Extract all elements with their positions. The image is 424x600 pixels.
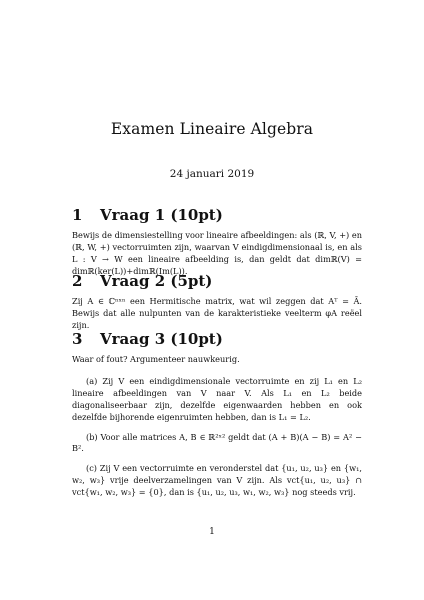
question-intro: Waar of fout? Argumenteer nauwkeurig. bbox=[72, 354, 240, 364]
section-title: Vraag 1 (10pt) bbox=[100, 206, 223, 224]
document-date: 24 januari 2019 bbox=[169, 168, 255, 180]
section-question-1 bbox=[72, 206, 362, 278]
section-heading bbox=[72, 330, 362, 348]
page-number: 1 bbox=[209, 527, 215, 537]
section-number: 1 bbox=[72, 206, 83, 224]
section-title: Vraag 2 (5pt) bbox=[100, 272, 213, 290]
question-item-c: (c) Zij V een vectorruimte en veronderstel dat {u₁, u₂, u₃} en {w₁, w₂, w₃} vrije deelverzamelingen van V zijn. Als vct{u₁, u₂, u₃} ∩ vct{w₁, w₂, w₃} = {0}, dan is {u₁, u₂, u₃, w₁, w₂, w₃} nog steeds vrij. bbox=[72, 463, 362, 498]
section-title: Vraag 3 (10pt) bbox=[100, 330, 223, 348]
question-text: Bewijs de dimensiestelling voor lineaire afbeeldingen: als (ℝ, V, +) en (ℝ, W, +) vectorruimten zijn, waarvan V eindigdimensionaal is, en als L : V → W een lineaire afbeelding is, dan geldt dat dimℝ(V) = dimℝ(ker(L))+dimℝ(Im(L)). bbox=[72, 230, 362, 276]
question-text: Zij A ∈ ℂⁿˣⁿ een Hermitische matrix, wat wil zeggen dat Aᵀ = Ā. Bewijs dat alle nulpunten van de karakteristieke veelterm φA reëel zijn. bbox=[72, 296, 362, 330]
question-item-a: (a) Zij V een eindigdimensionale vectorruimte en zij L₁ en L₂ lineaire afbeeldingen van V naar V. Als L₁ en L₂ beide diagonaliseerbaar zijn, dezelfde eigenwaarden hebben en ook dezelfde bijhorende eigenruimten hebben, dan is L₁ = L₂. bbox=[72, 375, 362, 422]
document-title: Examen Lineaire Algebra bbox=[110, 120, 314, 138]
section-question-3 bbox=[72, 330, 362, 499]
question-item-b: (b) Voor alle matrices A, B ∈ ℝ²ˣ² geldt dat (A + B)(A − B) = A² − B². bbox=[72, 431, 362, 454]
section-heading bbox=[72, 272, 362, 290]
section-number: 2 bbox=[72, 272, 83, 290]
section-number: 3 bbox=[72, 330, 83, 348]
section-heading bbox=[72, 206, 362, 224]
section-question-2 bbox=[72, 272, 362, 332]
